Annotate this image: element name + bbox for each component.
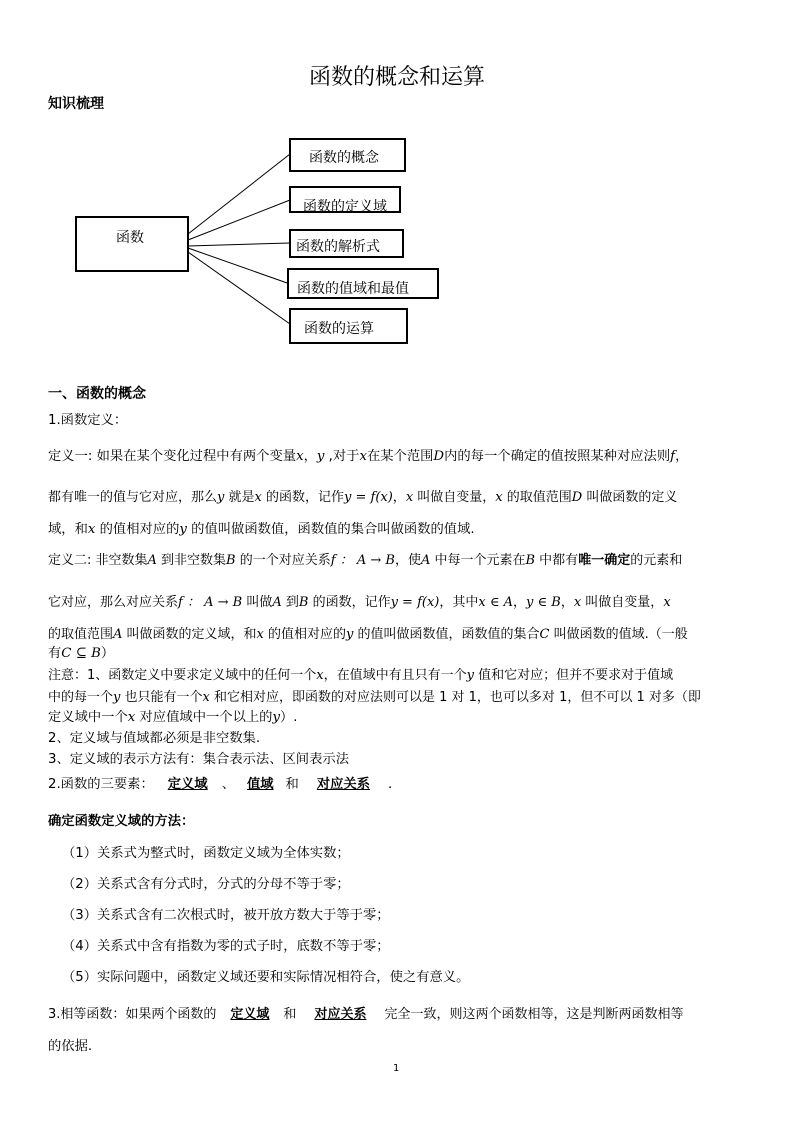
diagram-branch-operation xyxy=(289,308,408,344)
page-number: 1 xyxy=(393,1063,400,1074)
diagram-branch-label: 函数的运算 xyxy=(304,321,374,337)
diagram-branch-label: 函数的概念 xyxy=(309,150,379,166)
answer-mapping: 对应关系 xyxy=(316,777,371,792)
diagram-root-label: 函数 xyxy=(116,230,144,246)
concept-diagram-lines xyxy=(0,0,794,360)
def1-line1: 定义一: 如果在某个变化过程中有两个变量x，y ,对于x在某个范围D内的每一个确定的值按照某种对应法则f， xyxy=(48,449,689,464)
branch-line-domain xyxy=(188,200,290,240)
diagram-branch-label: 函数的定义域 xyxy=(303,199,387,215)
diagram-branch-expression xyxy=(289,229,404,258)
branch-line-operation xyxy=(188,252,290,324)
branch-line-range xyxy=(188,248,290,284)
method-item: （5）实际问题中，函数定义域还要和实际情况相符合，使之有意义。 xyxy=(62,970,470,985)
note-item-3: 3、定义域的表示方法有：集合表示法、区间表示法 xyxy=(48,752,349,767)
diagram-branch-label: 函数的解析式 xyxy=(296,239,380,255)
diagram-branch-label: 函数的值域和最值 xyxy=(297,281,409,297)
note-item-2: 2、定义域与值域都必须是非空数集. xyxy=(48,731,261,746)
answer-range: 值域 xyxy=(246,777,274,792)
def2-line4: 有C ⊆ B） xyxy=(48,646,115,661)
def1-line2: 都有唯一的值与它对应，那么y 就是x 的函数，记作y = f(x)，x 叫做自变量，x 的取值范围D 叫做函数的定义 xyxy=(48,490,678,505)
note-line1: 注意：1、函数定义中要求定义域中的任何一个x，在值域中有且只有一个y 值和它对应；但并不要求对于值域 xyxy=(48,668,674,683)
equal-functions-line2: 的依据. xyxy=(48,1039,93,1054)
section1-heading: 一、函数的概念 xyxy=(48,386,146,402)
domain-method-heading: 确定函数定义域的方法： xyxy=(48,814,195,829)
def2-line2: 它对应，那么对应关系f ： A → B 叫做A 到B 的函数，记作y = f(x)，其中x ∈ A，y ∈ B，x 叫做自变量，x xyxy=(48,595,671,610)
diagram-branch-domain xyxy=(289,186,401,213)
diagram-root-box xyxy=(75,216,189,272)
def1-line3: 域，和x 的值相对应的y 的值叫做函数值，函数值的集合叫做函数的值域. xyxy=(48,522,475,537)
answer-domain: 定义域 xyxy=(167,777,208,792)
equal-functions-line1: 3.相等函数：如果两个函数的 定义域 和 对应关系 完全一致，则这两个函数相等，这是判断两函数相等 xyxy=(48,1007,684,1022)
branch-line-concept xyxy=(188,154,290,234)
branch-line-expression xyxy=(188,243,290,246)
diagram-branch-range xyxy=(287,268,439,299)
note-line2: 中的每一个y 也只能有一个x 和它相对应，即函数的对应法则可以是 1 对 1，也可以多对 1，但不可以 1 对多（即 xyxy=(48,690,701,705)
answer-equal-domain: 定义域 xyxy=(230,1007,270,1022)
three-elements-line: 2.函数的三要素： 定义域 、 值域 和 对应关系 . xyxy=(48,777,393,792)
answer-equal-mapping: 对应关系 xyxy=(314,1007,367,1022)
diagram-branch-concept xyxy=(289,138,406,172)
method-item: （1）关系式为整式时，函数定义域为全体实数； xyxy=(62,846,350,861)
page-title: 函数的概念和运算 xyxy=(308,65,485,90)
function-definition-label: 1.函数定义： xyxy=(48,413,128,428)
note-line3: 定义域中一个x 对应值域中一个以上的y）. xyxy=(48,710,298,725)
method-item: （3）关系式含有二次根式时，被开放方数大于等于零； xyxy=(62,908,390,923)
method-item: （2）关系式含有分式时，分式的分母不等于零； xyxy=(62,877,350,892)
section-knowledge-heading: 知识梳理 xyxy=(48,96,104,112)
method-item: （4）关系式中含有指数为零的式子时，底数不等于零； xyxy=(62,939,390,954)
def2-line1: 定义二: 非空数集A 到非空数集B 的一个对应关系f ： A → B，使A 中每一个元素在B 中都有唯一确定的元素和 xyxy=(48,553,683,568)
def2-line3: 的取值范围A 叫做函数的定义域，和x 的值相对应的y 的值叫做函数值，函数值的集合C 叫做函数的值域.（一般 xyxy=(48,627,688,642)
